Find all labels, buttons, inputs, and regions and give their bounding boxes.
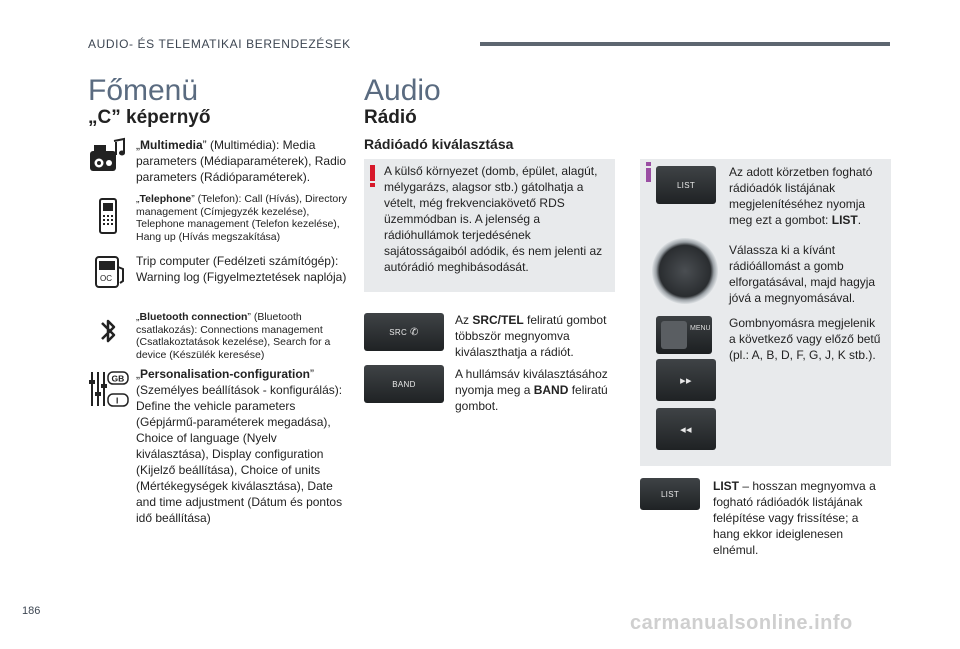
list-long-press-text: LIST – hosszan megnyomva a fogható rádióadók listájának felépítése vagy frissítése; a hang ekkor ideiglenesen elnémul. [713, 479, 876, 557]
trip-computer-icon [88, 253, 136, 298]
left-title: Főmenü [88, 74, 199, 107]
menu-item-multimedia: „Multimedia” (Multimédia): Media parameters (Médiaparaméterek), Radio parameters (Rádióparaméterek). [88, 137, 350, 185]
src-button: SRC ✆ [364, 313, 444, 351]
bluetooth-icon [88, 311, 136, 361]
chapter-title: AUDIO- ÉS TELEMATIKAI BERENDEZÉSEK [88, 37, 351, 51]
svg-text:I: I [116, 395, 119, 406]
warning-mark-icon [370, 165, 375, 181]
list-button-2: LIST [640, 478, 700, 510]
info-text-letters: Gombnyomásra megjelenik a következő vagy előző betű (pl.: A, B, D, F, G, J, K stb.). [729, 316, 881, 362]
info-text-knob: Válassza ki a kívánt rádióállomást a gomb elforgatásával, majd hagyja jóvá a megnyomásával. [729, 243, 876, 305]
phone-icon: ✆ [410, 326, 419, 338]
left-subtitle: „C” képernyő [88, 107, 211, 128]
telephone-icon [88, 193, 136, 243]
menu-item-bluetooth: „Bluetooth connection” (Bluetooth csatlakozás): Connections management (Csatlakoztatások kezelése), Search for a device (Készülék keresése) [88, 311, 350, 361]
right-subtitle: Rádió [364, 107, 417, 128]
header-bar [480, 42, 890, 46]
multimedia-icon [88, 137, 136, 185]
src-text: Az SRC/TEL feliratú gombot többször megnyomva kiválaszthatja a rádiót. [455, 313, 607, 359]
right-title: Audio [364, 74, 441, 107]
page-number: 186 [22, 605, 41, 617]
warning-text: A külső környezet (domb, épület, alagút, mélygarázs, alagsor stb.) gátolhatja a vételt, még frekvenciakövető RDS üzemmódban is. A jelenség a rádióhullámok terjedésének sajátosságaiból adódik, és nem jelenti az autórádió meghibásodását. [384, 164, 603, 274]
prev-button: ◂◂ [656, 408, 716, 450]
section-title: Rádióadó kiválasztása [364, 136, 514, 152]
menu-item-personalisation: GB I „Personalisation-configuration” (Személyes beállítások - konfigurálás): Define the vehicle parameters (Gépjármű-paraméterek megadása), Choice of language (Nyelv kiválasztása), Display configuration (Kijelző beállítása), Choice of units (Mértékegységek kiválasztása), Date and time adjustment (Dátum és pontos idő beállítása) [88, 366, 350, 526]
band-button: BAND [364, 365, 444, 403]
menu-item-telephone: „Telephone” (Telefon): Call (Hívás), Directory management (Címjegyzék kezelése), Telephone management (Telefon kezelése), Hang up (Hívás megszakítása) [88, 193, 350, 243]
watermark: carmanualsonline.info [630, 612, 853, 634]
joystick-control-icon: MENU [656, 316, 712, 354]
svg-text:OC: OC [100, 274, 112, 283]
rotary-knob-icon [652, 238, 718, 304]
next-button: ▸▸ [656, 359, 716, 401]
band-text: A hullámsáv kiválasztásához nyomja meg a BAND feliratú gombot. [455, 367, 608, 413]
info-text-list: Az adott körzetben fogható rádióadók listájának megjelenítéséhez nyomja meg ezt a gombot: LIST. [729, 165, 873, 227]
svg-text:GB: GB [111, 373, 125, 384]
menu-item-trip-computer: OC Trip computer (Fedélzeti számítógép): Warning log (Figyelmeztetések naplója) [88, 253, 350, 298]
personalisation-icon [88, 366, 136, 526]
info-mark-icon [646, 168, 651, 182]
list-button: LIST [656, 166, 716, 204]
